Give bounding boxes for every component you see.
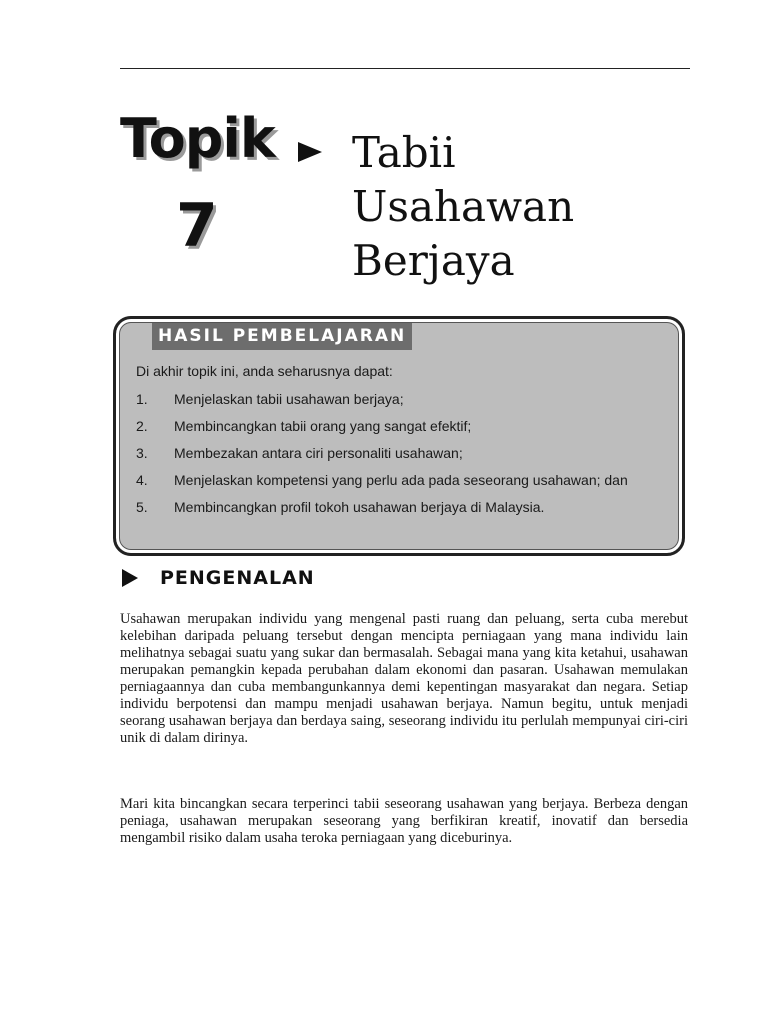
list-item-text: Membezakan antara ciri personaliti usahawan; xyxy=(174,445,463,461)
learning-outcomes-header: HASIL PEMBELAJARAN xyxy=(152,323,412,350)
chapter-title-line-3: Berjaya xyxy=(352,236,515,285)
list-item xyxy=(136,418,656,435)
list-item xyxy=(136,445,656,462)
list-item xyxy=(136,499,656,516)
intro-paragraph-1: Usahawan merupakan individu yang mengenal pasti ruang dan peluang, serta cuba merebut kelebihan daripada peluang tersebut dengan mencipta perniagaan yang mana individu lain melihatnya sebagai suatu yang sukar dan bermasalah. Sebagai mana yang kita ketahui, usahawan merupakan pemangkin kepada perubahan dalam ekonomi dan pasaran. Usahawan memulakan perniagaannya dan cuba membangunkannya demi kepentingan masyarakat dan negara. Setiap individu berpotensi dan mampu menjadi usahawan berjaya. Namun begitu, untuk menjadi seorang usahawan berjaya dan berdaya saing, seseorang individu itu perlulah mempunyai ciri-ciri unik di dalam dirinya. xyxy=(120,611,688,746)
list-item-number: 2. xyxy=(136,418,148,434)
chapter-title-line-2: Usahawan xyxy=(352,182,575,231)
list-item-text: Membincangkan profil tokoh usahawan berjaya di Malaysia. xyxy=(174,499,545,515)
list-item xyxy=(136,391,656,408)
list-item xyxy=(136,472,656,489)
list-item-number: 4. xyxy=(136,472,148,488)
header-rule xyxy=(120,68,690,69)
chapter-title-line-1: Tabii xyxy=(352,128,456,177)
list-item-number: 3. xyxy=(136,445,148,461)
section-heading: PENGENALAN xyxy=(160,567,315,589)
list-item-text: Membincangkan tabii orang yang sangat efektif; xyxy=(174,418,472,434)
learning-outcomes-intro: Di akhir topik ini, anda seharusnya dapat: xyxy=(136,363,393,379)
learning-outcomes-list xyxy=(136,391,656,526)
chapter-title xyxy=(352,126,682,288)
list-item-number: 5. xyxy=(136,499,148,515)
learning-outcomes-box xyxy=(113,316,685,556)
topic-number: 7 xyxy=(176,191,218,261)
topic-label: Topik xyxy=(120,107,275,170)
title-arrow-icon xyxy=(298,142,322,162)
list-item-text: Menjelaskan tabii usahawan berjaya; xyxy=(174,391,404,407)
intro-paragraph-2: Mari kita bincangkan secara terperinci tabii seseorang usahawan yang berjaya. Berbeza dengan peniaga, usahawan merupakan seseorang yang berfikiran kreatif, inovatif dan bersedia mengambil risiko dalam usaha teroka perniagaan yang diceburinya. xyxy=(120,796,688,846)
list-item-text: Menjelaskan kompetensi yang perlu ada pada seseorang usahawan; dan xyxy=(174,472,628,488)
list-item-number: 1. xyxy=(136,391,148,407)
section-arrow-icon xyxy=(122,569,138,587)
